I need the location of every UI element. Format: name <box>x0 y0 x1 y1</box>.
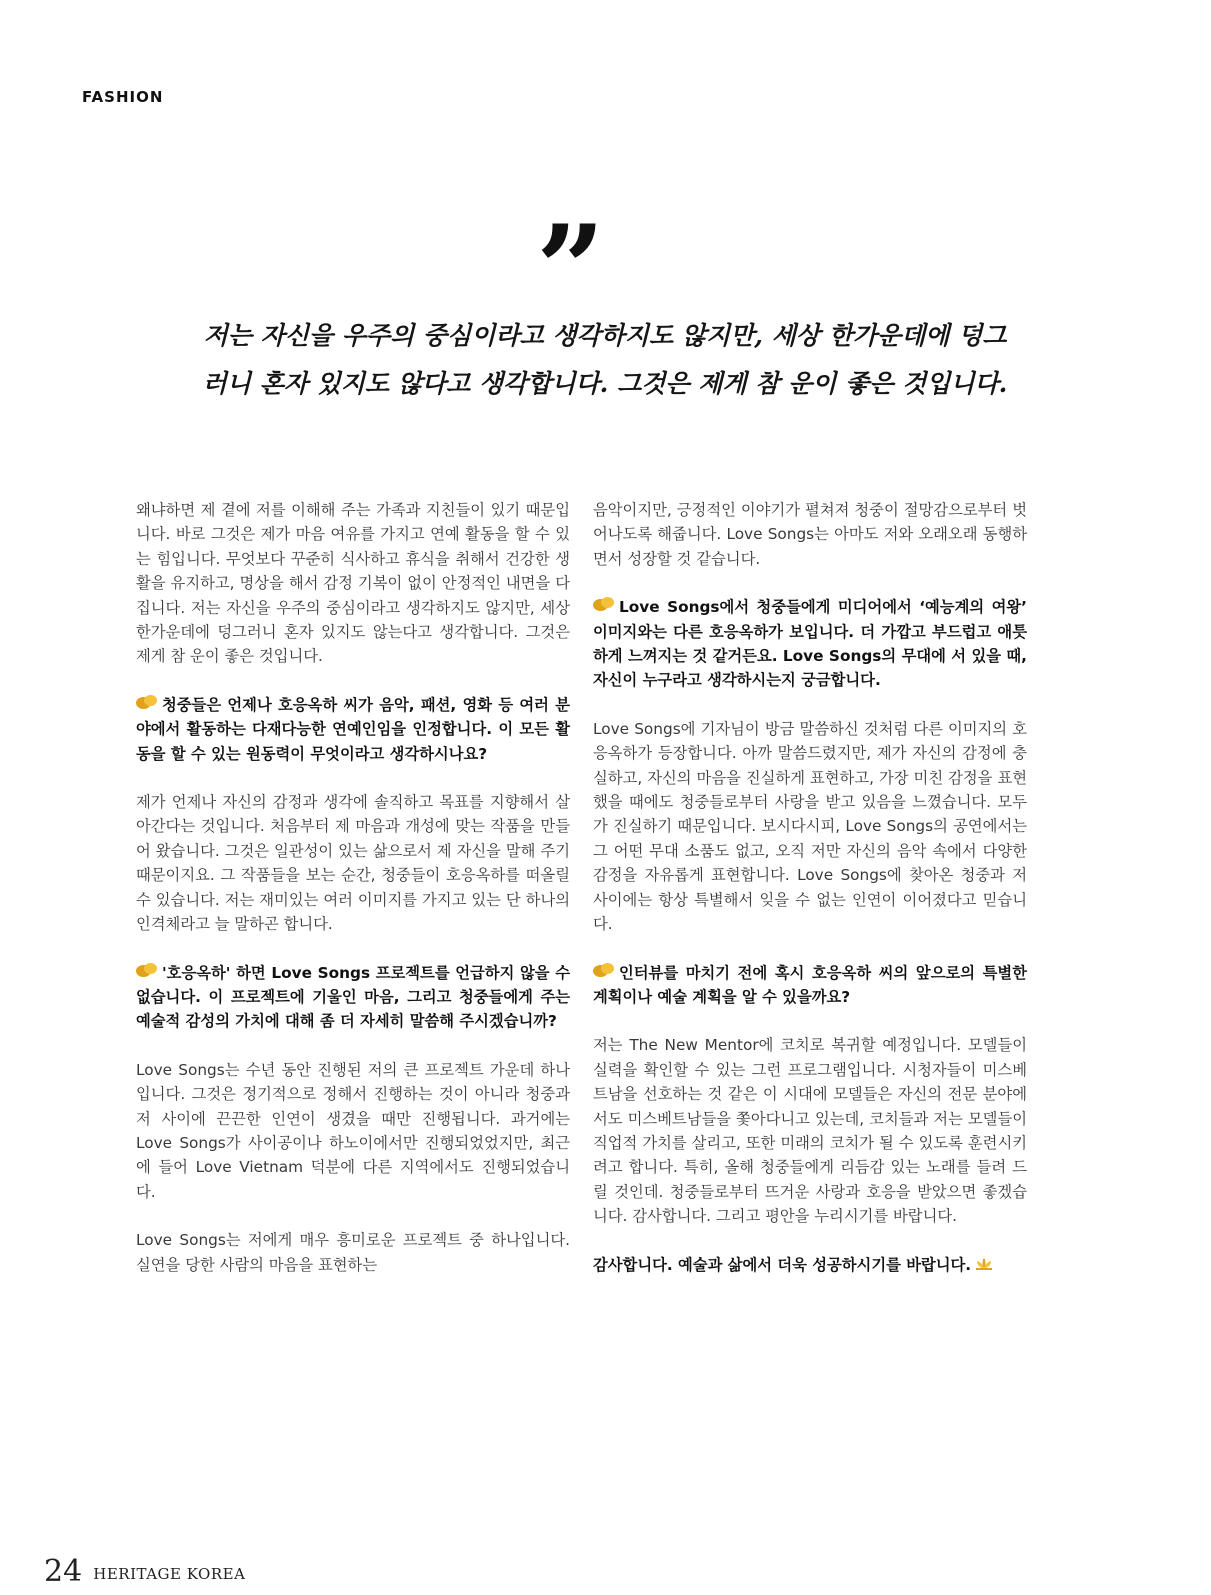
pull-quote <box>120 312 1090 408</box>
lotus-icon <box>974 1257 994 1271</box>
answer-paragraph: 왜냐하면 제 곁에 저를 이해해 주는 가족과 지친들이 있기 때문입니다. 바로 그것은 제가 마음 여유를 가지고 연예 활동을 할 수 있는 힘입니다. 무엇보다 꾸준히 식사하고 휴식을 취해서 건강한 생활을 유지하고, 명상을 해서 감정 기복이 없이 안정적인 내면을 다집니다. 저는 자신을 우주의 중심이라고 생각하지도 않지만, 세상 한가운데에 덩그러니 혼자 있지도 않는다고 생각합니다. 그것은 제게 참 운이 좋은 것입니다. <box>136 501 570 666</box>
speech-bubble-icon <box>593 597 617 614</box>
question-paragraph <box>593 961 1027 1010</box>
question-text: 인터뷰를 마치기 전에 혹시 호응옥하 씨의 앞으로의 특별한 계획이나 예술 계획을 알 수 있을까요? <box>593 963 1027 1006</box>
speech-bubble-icon <box>593 963 617 980</box>
answer-paragraph: 음악이지만, 긍정적인 이야기가 펼쳐져 청중이 절망감으로부터 벗어나도록 해줍니다. Love Songs는 아마도 저와 오래오래 동행하면서 성장할 것 같습니다. <box>593 501 1027 568</box>
page-footer <box>44 1554 245 1589</box>
section-label: FASHION <box>82 88 164 106</box>
question-text: Love Songs에서 청중들에게 미디어에서 ‘예능계의 여왕’ 이미지와는 다른 호응옥하가 보입니다. 더 가깝고 부드럽고 애틋하게 느껴지는 것 같거든요. Love Songs의 무대에 서 있을 때, 자신이 누구라고 생각하시는지 궁금합니다. <box>593 598 1027 690</box>
question-paragraph <box>593 595 1027 693</box>
closing-text: 감사합니다. 예술과 삶에서 더욱 성공하시기를 바랍니다. <box>593 1255 972 1274</box>
answer-paragraph: 제가 언제나 자신의 감정과 생각에 솔직하고 목표를 지향해서 살아간다는 것입니다. 처음부터 제 마음과 개성에 맞는 작품을 만들어 왔습니다. 그것은 일관성이 있는 삶으로서 제 자신을 말해 주기 때문이지요. 그 작품들을 보는 순간, 청중들이 호응옥하를 떠올릴 수 있습니다. 저는 재미있는 여러 이미지를 가지고 있는 단 하나의 인격체라고 늘 말하곤 합니다. <box>136 793 570 934</box>
speech-bubble-icon <box>136 963 160 980</box>
pull-quote-line: 저는 자신을 우주의 중심이라고 생각하지도 않지만, 세상 한가운데에 덩그 <box>203 321 1007 350</box>
question-text: '호응옥하' 하면 Love Songs 프로젝트를 언급하지 않을 수 없습니다. 이 프로젝트에 기울인 마음, 그리고 청중들에게 주는 예술적 감성의 가치에 대해 좀 더 자세히 말씀해 주시겠습니까? <box>136 963 570 1031</box>
left-column <box>136 498 570 1277</box>
publication-name: HERITAGE KOREA <box>93 1565 246 1583</box>
answer-paragraph: Love Songs는 저에게 매우 흥미로운 프로젝트 중 하나입니다. 실연을 당한 사람의 마음을 표현하는 <box>136 1231 570 1274</box>
closing-line <box>593 1253 1027 1277</box>
answer-paragraph: Love Songs에 기자님이 방금 말씀하신 것처럼 다른 이미지의 호응옥하가 등장합니다. 아까 말씀드렸지만, 제가 자신의 감정에 충실하고, 자신의 마음을 진실하게 표현하고, 가장 미친 감정을 표현했을 때에도 청중들로부터 사랑을 받고 있음을 느꼈습니다. 모두가 진실하기 때문입니다. 보시다시피, Love Songs의 공연에서는 그 어떤 무대 소품도 없고, 오직 저만 자신의 음악 속에서 다양한 감정을 자유롭게 표현합니다. Love Songs에 찾아온 청중과 저 사이에는 항상 특별해서 잊을 수 없는 인연이 이어졌다고 믿습니다. <box>593 719 1027 934</box>
question-text: 청중들은 언제나 호응옥하 씨가 음악, 패션, 영화 등 여러 분야에서 활동하는 다재다능한 연예인임을 인정합니다. 이 모든 활동을 할 수 있는 원동력이 무엇이라고 생각하시나요? <box>136 695 570 763</box>
answer-paragraph: 저는 The New Mentor에 코치로 복귀할 예정입니다. 모델들이 실력을 확인할 수 있는 그런 프로그램입니다. 시청자들이 미스베트남을 선호하는 것 같은 이 시대에 모델들은 자신의 전문 분야에서도 미스베트남들을 쫓아다니고 있는데, 코치들과 저는 모델들이 직업적 가치를 살리고, 또한 미래의 코치가 될 수 있도록 훈련시키려고 합니다. 특히, 올해 청중들에게 리듬감 있는 노래를 들려 드릴 것인데. 청중들로부터 뜨거운 사랑과 호응을 받았으면 좋겠습니다. 감사합니다. 그리고 평안을 누리시기를 바랍니다. <box>593 1036 1027 1226</box>
pull-quote-line: 러니 혼자 있지도 않다고 생각합니다. 그것은 제게 참 운이 좋은 것입니다. <box>202 369 1008 398</box>
right-column <box>593 498 1027 1277</box>
speech-bubble-icon <box>136 695 160 712</box>
question-paragraph <box>136 693 570 766</box>
page-number: 24 <box>44 1554 83 1589</box>
question-paragraph <box>136 961 570 1034</box>
quote-mark-icon: ” <box>536 199 606 340</box>
answer-paragraph: Love Songs는 수년 동안 진행된 저의 큰 프로젝트 가운데 하나입니다. 그것은 정기적으로 정해서 진행하는 것이 아니라 청중과 저 사이에 끈끈한 인연이 생겼을 때만 진행됩니다. 과거에는 Love Songs가 사이공이나 하노이에서만 진행되었었지만, 최근에 들어 Love Vietnam 덕분에 다른 지역에서도 진행되었습니다. <box>136 1060 570 1201</box>
